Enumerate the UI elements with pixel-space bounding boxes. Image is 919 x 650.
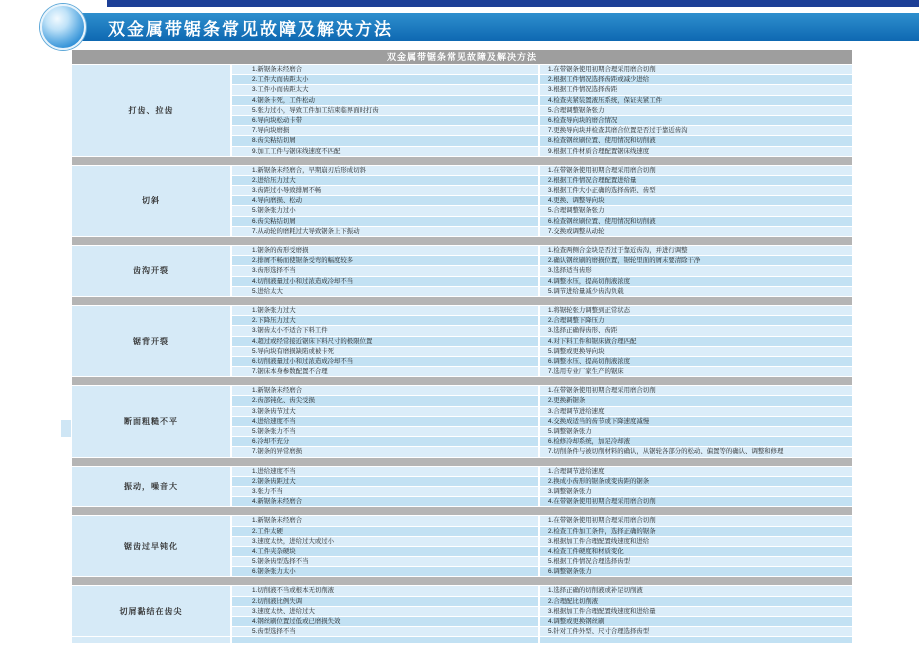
table-row xyxy=(232,196,852,205)
cause-cell: 2.排屑不畅而使锯条受弯的幅度较多 xyxy=(232,256,538,265)
table-row xyxy=(232,386,852,395)
solution-cell: 1.选择正确的切削液或补足切削液 xyxy=(540,586,852,595)
solution-cell: 8.检查钢丝刷位置、使用情况和切削液 xyxy=(540,136,852,145)
cause-cell: 3.锯齿太小不适合下料工件 xyxy=(232,326,538,335)
solution-cell: 1.将锯轮张力调整到正常状态 xyxy=(540,306,852,315)
solution-cell: 3.根据工件大小正确的选择齿距、齿型 xyxy=(540,186,852,195)
solution-cell: 4.检查夹紧装置液压系统，保证夹紧工件 xyxy=(540,96,852,105)
stray-mark xyxy=(61,420,71,437)
table-row xyxy=(232,607,852,616)
table-row xyxy=(232,447,852,456)
fault-section xyxy=(72,586,852,636)
solution-cell: 6.检查导向块的磨合情况 xyxy=(540,116,852,125)
cause-cell: 1.锯条张力过大 xyxy=(232,306,538,315)
cause-cell: 2.进给压力过大 xyxy=(232,176,538,185)
solution-cell: 5.合理调整锯条张力 xyxy=(540,206,852,215)
solution-cell: 3.根据加工件合理配置线速度和进给量 xyxy=(540,607,852,616)
table-row xyxy=(232,316,852,325)
fault-category-label: 振动，噪音大 xyxy=(72,467,230,507)
table-row xyxy=(232,126,852,135)
solution-cell: 7.切削条件与被切削材料的确认，从锯轮各部分的松动、偏置等的确认、调整和修理 xyxy=(540,447,852,456)
cause-cell: 1.新锯条未经磨合，早期崩刃后形成切斜 xyxy=(232,166,538,175)
cause-cell: 5.进给太大 xyxy=(232,287,538,296)
table-title: 双金属带锯条常见故障及解决方法 xyxy=(72,50,852,64)
solution-cell: 2.确认钢丝刷的磨损位置，锯轮里面的屑末要清除干净 xyxy=(540,256,852,265)
fault-section xyxy=(72,516,852,576)
cause-cell: 7.从动轮的磨耗过大导致锯条上下振动 xyxy=(232,227,538,236)
solution-cell: 4.调整或更换钢丝刷 xyxy=(540,617,852,626)
table-row xyxy=(232,306,852,315)
fault-category-label: 断面粗糙不平 xyxy=(72,386,230,456)
table-row xyxy=(232,337,852,346)
solution-cell: 5.根据工件情况合理选择齿型 xyxy=(540,557,852,566)
cause-cell: 4.切削液量过小和过浓造成冷却不当 xyxy=(232,277,538,286)
cause-cell: 6.锯条张力太小 xyxy=(232,567,538,576)
cause-cell: 1.锯条的齿形受磨损 xyxy=(232,246,538,255)
table-row xyxy=(232,396,852,405)
cause-cell: 3.工件小而齿距太大 xyxy=(232,85,538,94)
rows-group xyxy=(232,166,852,236)
cause-cell: 5.齿型选择不当 xyxy=(232,627,538,636)
cause-cell: 4.工件夹杂硬块 xyxy=(232,547,538,556)
solution-cell: 5.调整锯条张力 xyxy=(540,427,852,436)
fault-category-label: 切斜 xyxy=(72,166,230,236)
cause-cell: 4.锯条卡死，工件松动 xyxy=(232,96,538,105)
solution-cell: 2.换成小齿形的锯条或变齿距的锯条 xyxy=(540,477,852,486)
solution-cell: 2.更换新锯条 xyxy=(540,396,852,405)
rows-group xyxy=(232,467,852,507)
partial-cell xyxy=(72,637,230,643)
table-row xyxy=(232,537,852,546)
fault-table-body xyxy=(72,65,852,643)
solution-cell: 5.针对工件外型、尺寸合理选择齿型 xyxy=(540,627,852,636)
fault-section xyxy=(72,65,852,156)
solution-cell: 2.合理调整下降压力 xyxy=(540,316,852,325)
fault-category-label: 锯齿过早钝化 xyxy=(72,516,230,576)
table-row xyxy=(232,627,852,636)
table-row xyxy=(232,147,852,156)
rows-group xyxy=(232,246,852,296)
solution-cell: 2.根据工件情况合理配置进给量 xyxy=(540,176,852,185)
cause-cell: 3.锯条齿节过大 xyxy=(232,407,538,416)
solution-cell: 1.在带锯条使用初期合理采用磨合切削 xyxy=(540,386,852,395)
table-row xyxy=(232,96,852,105)
fault-category-label: 锯背开裂 xyxy=(72,306,230,376)
table-row xyxy=(232,287,852,296)
rows-group xyxy=(232,516,852,576)
section-separator xyxy=(72,297,852,305)
solution-cell: 2.检查工件加工条件，选择正确的锯条 xyxy=(540,527,852,536)
fault-section xyxy=(72,246,852,296)
cause-cell: 1.进给速度不当 xyxy=(232,467,538,476)
table-row xyxy=(232,227,852,236)
table-row xyxy=(232,367,852,376)
table-row xyxy=(232,597,852,606)
cause-cell: 4.新锯条未经磨合 xyxy=(232,497,538,506)
solution-cell: 4.在带锯条使用初期合理采用磨合切削 xyxy=(540,497,852,506)
table-row xyxy=(232,547,852,556)
cause-cell: 2.工件太硬 xyxy=(232,527,538,536)
table-row xyxy=(232,176,852,185)
table-row xyxy=(232,217,852,226)
solution-cell: 3.调整锯条张力 xyxy=(540,487,852,496)
rows-group xyxy=(232,386,852,456)
cause-cell: 9.加工工件与锯床线速度不匹配 xyxy=(232,147,538,156)
solution-cell: 6.检查钢丝刷位置、使用情况和切削液 xyxy=(540,217,852,226)
fault-section xyxy=(72,306,852,376)
table-row xyxy=(232,427,852,436)
cause-cell: 1.新锯条未经磨合 xyxy=(232,65,538,74)
solution-cell: 1.检查两侧合金块是否过于靠近齿沟，并进行调整 xyxy=(540,246,852,255)
fault-category-label: 切屑黏结在齿尖 xyxy=(72,586,230,636)
top-accent-bar xyxy=(107,0,919,7)
sphere-logo-icon xyxy=(40,4,86,50)
cause-cell: 5.锯条齿型选择不当 xyxy=(232,557,538,566)
solution-cell: 4.对下料工件和锯床做合理匹配 xyxy=(540,337,852,346)
solution-cell: 7.交换或调整从动轮 xyxy=(540,227,852,236)
solution-cell: 4.调整水压，提高切削液浓度 xyxy=(540,277,852,286)
section-separator xyxy=(72,237,852,245)
table-row xyxy=(232,246,852,255)
table-row xyxy=(232,557,852,566)
table-row xyxy=(232,266,852,275)
table-row xyxy=(232,617,852,626)
solution-cell: 3.根据工件情况选择齿距 xyxy=(540,85,852,94)
cause-cell: 4.钢丝刷位置过低或已磨损失效 xyxy=(232,617,538,626)
solution-cell: 1.在带锯条使用初期合理采用磨合切削 xyxy=(540,516,852,525)
table-row xyxy=(232,277,852,286)
table-row xyxy=(232,75,852,84)
cause-cell: 2.齿部钝化、齿尖受损 xyxy=(232,396,538,405)
cause-cell: 1.新锯条未经磨合 xyxy=(232,516,538,525)
table-row xyxy=(232,85,852,94)
table-row xyxy=(232,516,852,525)
table-row xyxy=(232,586,852,595)
cause-cell: 3.齿形选择不当 xyxy=(232,266,538,275)
cause-cell: 7.锯床本身参数配置不合理 xyxy=(232,367,538,376)
solution-cell: 6.检修冷却系统，加足冷却液 xyxy=(540,437,852,446)
cause-cell: 4.进给速度不当 xyxy=(232,417,538,426)
rows-group xyxy=(232,586,852,636)
table-row xyxy=(232,136,852,145)
cause-cell: 8.齿尖粘结切屑 xyxy=(232,136,538,145)
table-row xyxy=(232,567,852,576)
solution-cell: 2.根据工件情况选择齿距或减少进给 xyxy=(540,75,852,84)
table-row xyxy=(232,477,852,486)
cause-cell: 6.导向块松动卡带 xyxy=(232,116,538,125)
cause-cell: 3.齿距过小导致排屑不畅 xyxy=(232,186,538,195)
fault-table xyxy=(72,50,852,643)
cause-cell: 2.下降压力过大 xyxy=(232,316,538,325)
cause-cell: 5.张力过小，导致工件加工结束临界面时打齿 xyxy=(232,106,538,115)
cause-cell: 2.切削液比例失调 xyxy=(232,597,538,606)
fault-section xyxy=(72,166,852,236)
cause-cell: 5.导向块有磨损缺陷或被卡死 xyxy=(232,347,538,356)
table-row xyxy=(232,417,852,426)
fault-section xyxy=(72,386,852,456)
cause-cell: 4.导向磨损、松动 xyxy=(232,196,538,205)
cause-cell: 4.超过或经常接近锯床下料尺寸的极限位置 xyxy=(232,337,538,346)
solution-cell: 5.调节进给量减少齿沟负载 xyxy=(540,287,852,296)
rows-group xyxy=(232,65,852,156)
solution-cell: 5.调整或更换导向块 xyxy=(540,347,852,356)
table-row xyxy=(232,407,852,416)
solution-cell: 1.在带锯条使用初期合理采用磨合切削 xyxy=(540,65,852,74)
fault-category-label: 齿沟开裂 xyxy=(72,246,230,296)
section-separator xyxy=(72,577,852,585)
solution-cell: 4.更换、调整导向块 xyxy=(540,196,852,205)
fault-category-label: 打齿、拉齿 xyxy=(72,65,230,156)
solution-cell: 6.调整锯条张力 xyxy=(540,567,852,576)
table-row xyxy=(232,206,852,215)
section-separator xyxy=(72,157,852,165)
table-row xyxy=(232,487,852,496)
cause-cell: 6.冷却不充分 xyxy=(232,437,538,446)
cause-cell: 7.导向块磨损 xyxy=(232,126,538,135)
solution-cell: 1.在带锯条使用初期合理采用磨合切削 xyxy=(540,166,852,175)
cause-cell: 6.切削液量过小和过浓造成冷却不当 xyxy=(232,357,538,366)
solution-cell: 3.选择适当齿形 xyxy=(540,266,852,275)
solution-cell: 4.检查工件硬度和材质变化 xyxy=(540,547,852,556)
cause-cell: 7.锯条的异常磨损 xyxy=(232,447,538,456)
rows-group xyxy=(232,306,852,376)
solution-cell: 7.更换导向块并检查其磨合位置是否过于靠近齿沟 xyxy=(540,126,852,135)
table-row xyxy=(232,437,852,446)
cause-cell: 2.工件大而齿距太小 xyxy=(232,75,538,84)
section-separator xyxy=(72,458,852,466)
table-row xyxy=(232,186,852,195)
table-row xyxy=(232,166,852,175)
partial-cell xyxy=(232,637,538,643)
table-row xyxy=(232,116,852,125)
table-row xyxy=(232,106,852,115)
solution-cell: 6.调整水压、提高切削液浓度 xyxy=(540,357,852,366)
table-row xyxy=(232,467,852,476)
partial-bottom-row xyxy=(72,637,852,643)
cause-cell: 3.速度太快，进给过大或过小 xyxy=(232,537,538,546)
table-row xyxy=(232,65,852,74)
section-separator xyxy=(72,507,852,515)
cause-cell: 5.锯条张力不当 xyxy=(232,427,538,436)
solution-cell: 3.选择正确得齿形、齿距 xyxy=(540,326,852,335)
cause-cell: 3.张力不当 xyxy=(232,487,538,496)
solution-cell: 9.根据工件材质合理配置锯床线速度 xyxy=(540,147,852,156)
solution-cell: 3.合理调节进给速度 xyxy=(540,407,852,416)
solution-cell: 3.根据加工件合理配置线速度和进给 xyxy=(540,537,852,546)
fault-section xyxy=(72,467,852,507)
solution-cell: 5.合理调整锯条张力 xyxy=(540,106,852,115)
table-row xyxy=(232,527,852,536)
cause-cell: 2.锯条齿距过大 xyxy=(232,477,538,486)
cause-cell: 5.锯条张力过小 xyxy=(232,206,538,215)
table-row xyxy=(232,497,852,506)
partial-cell xyxy=(540,637,852,643)
solution-cell: 7.选用专业厂家生产的锯床 xyxy=(540,367,852,376)
table-row xyxy=(232,256,852,265)
page-header-bar xyxy=(78,13,919,41)
solution-cell: 2.合理配比切削液 xyxy=(540,597,852,606)
section-separator xyxy=(72,377,852,385)
table-row xyxy=(232,326,852,335)
cause-cell: 1.切削液不当或根本无切削液 xyxy=(232,586,538,595)
cause-cell: 6.齿尖粘结切屑 xyxy=(232,217,538,226)
solution-cell: 1.合理调节进给速度 xyxy=(540,467,852,476)
page-title: 双金属带锯条常见故障及解决方法 xyxy=(108,19,393,39)
cause-cell: 3.速度太快、进给过大 xyxy=(232,607,538,616)
table-row xyxy=(232,357,852,366)
table-row xyxy=(232,347,852,356)
cause-cell: 1.新锯条未经磨合 xyxy=(232,386,538,395)
solution-cell: 4.交换成适当的齿节或下降速度减慢 xyxy=(540,417,852,426)
